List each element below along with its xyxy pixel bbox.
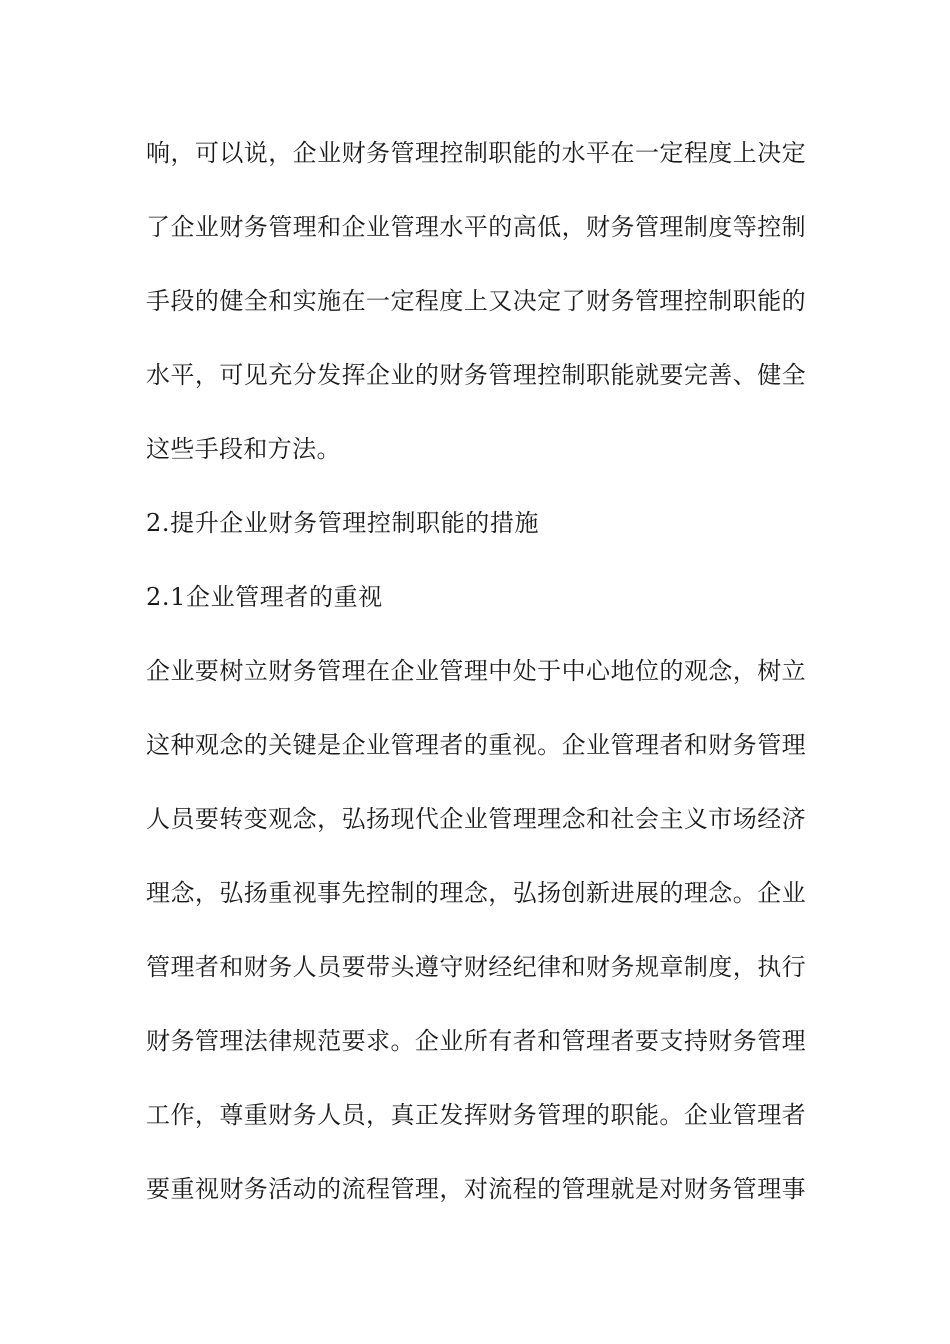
paragraph-line: 企业要树立财务管理在企业管理中处于中心地位的观念，树立 [146,657,806,685]
paragraph-line: 响，可以说，企业财务管理控制职能的水平在一定程度上决定 [146,139,806,167]
paragraph-line: 理念，弘扬重视事先控制的理念，弘扬创新进展的理念。企业 [146,879,806,907]
paragraph-line: 工作，尊重财务人员，真正发挥财务管理的职能。企业管理者 [146,1101,806,1129]
paragraph-line: 了企业财务管理和企业管理水平的高低，财务管理制度等控制 [146,213,806,241]
paragraph-line-last: 这些手段和方法。 [146,435,341,463]
paragraph-line: 要重视财务活动的流程管理，对流程的管理就是对财务管理事 [146,1175,806,1203]
paragraph-line: 人员要转变观念，弘扬现代企业管理理念和社会主义市场经济 [146,805,806,833]
paragraph-line: 管理者和财务人员要带头遵守财经纪律和财务规章制度，执行 [146,953,806,981]
section-heading: 2.提升企业财务管理控制职能的措施 [146,509,540,537]
paragraph-line: 财务管理法律规范要求。企业所有者和管理者要支持财务管理 [146,1027,806,1055]
paragraph-line: 手段的健全和实施在一定程度上又决定了财务管理控制职能的 [146,287,806,315]
paragraph-line: 这种观念的关键是企业管理者的重视。企业管理者和财务管理 [146,731,806,759]
subsection-heading: 2.1企业管理者的重视 [146,583,383,611]
paragraph-line: 水平，可见充分发挥企业的财务管理控制职能就要完善、健全 [146,361,806,389]
